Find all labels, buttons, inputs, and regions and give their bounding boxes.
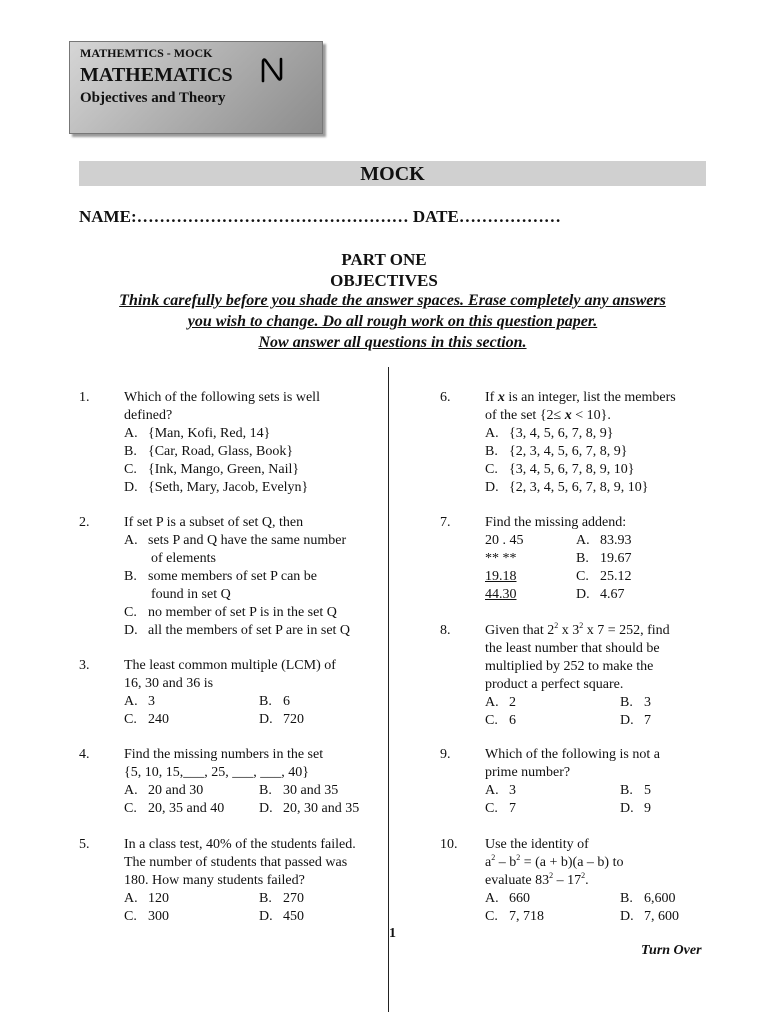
option-d: D. 7, 600	[620, 909, 679, 924]
column-divider	[388, 367, 389, 1012]
option-a: A. {Man, Kofi, Red, 14}	[124, 426, 271, 441]
option-b: B. {Car, Road, Glass, Book}	[124, 444, 294, 459]
option-a: A. 2	[485, 695, 516, 710]
question-5	[79, 836, 384, 931]
question-1	[79, 389, 379, 499]
option-d: D. 450	[259, 909, 304, 924]
working-line: 44.30	[485, 587, 517, 602]
question-text: In a class test, 40% of the students failed.	[124, 837, 356, 852]
question-text: Find the missing addend:	[485, 515, 627, 530]
option-c: C. 25.12	[576, 569, 632, 584]
question-9	[440, 746, 730, 821]
question-number: 4.	[79, 747, 90, 762]
question-number: 7.	[440, 515, 451, 530]
option-a: A. sets P and Q have the same number	[124, 533, 347, 548]
question-text: the least number that should be	[485, 641, 660, 656]
question-text: $a^2 - b^2 = (a + b)(a - b)$ to	[485, 853, 624, 870]
section-title: OBJECTIVES	[330, 271, 438, 290]
question-text: {5, 10, 15,___, 25, ___, ___, 40}	[124, 765, 309, 780]
question-number: 10.	[440, 837, 458, 852]
question-10	[440, 836, 730, 931]
question-text: multiplied by 252 to make the	[485, 659, 654, 674]
question-text: prime number?	[485, 765, 571, 780]
option-c: C. {3, 4, 5, 6, 7, 8, 9, 10}	[485, 462, 635, 477]
instruction-line: Now answer all questions in this section.	[258, 334, 527, 351]
option-b: B. 6,600	[620, 891, 676, 906]
question-text: evaluate $83^2 - 17^2$.	[485, 871, 589, 888]
question-text: Which of the following sets is well	[124, 390, 320, 405]
option-b: B. 3	[620, 695, 651, 710]
option-d: D. 9	[620, 801, 651, 816]
option-d: D. 720	[259, 712, 304, 727]
question-number: 3.	[79, 658, 90, 673]
mock-banner: MOCK	[79, 161, 706, 186]
option-b: B. 5	[620, 783, 651, 798]
part-title: PART ONE	[341, 250, 427, 269]
option-a: A. 83.93	[576, 533, 632, 548]
question-number: 6.	[440, 390, 451, 405]
option-a: A. 120	[124, 891, 169, 906]
header-subheading: MATHEMTICS - MOCK	[80, 46, 213, 60]
option-b: B. 6	[259, 694, 290, 709]
option-b: B. {2, 3, 4, 5, 6, 7, 8, 9}	[485, 444, 628, 459]
option-d: D. 20, 30 and 35	[259, 801, 360, 816]
working-line: 19.18	[485, 569, 517, 584]
question-number: 8.	[440, 623, 451, 638]
option-a: A. 20 and 30	[124, 783, 204, 798]
question-text: of the set {2≤ x < 10}.	[485, 408, 611, 423]
option-a: A. 660	[485, 891, 530, 906]
question-text: If x is an integer, list the members	[485, 390, 676, 405]
option-b: B. 30 and 35	[259, 783, 339, 798]
question-7	[440, 514, 730, 609]
stylized-n-logo-icon	[259, 56, 285, 84]
option-a-continued: of elements	[151, 551, 216, 566]
question-text: Use the identity of	[485, 837, 589, 852]
question-4	[79, 746, 379, 821]
option-d: D. {Seth, Mary, Jacob, Evelyn}	[124, 480, 309, 495]
option-a: A. 3	[124, 694, 155, 709]
option-c: C. 7, 718	[485, 909, 544, 924]
question-text: Find the missing numbers in the set	[124, 747, 324, 762]
turn-over-note: Turn Over	[641, 943, 702, 958]
question-text: defined?	[124, 408, 173, 423]
option-b: B. 19.67	[576, 551, 632, 566]
option-c: C. 6	[485, 713, 516, 728]
option-b: B. 270	[259, 891, 304, 906]
option-c: C. {Ink, Mango, Green, Nail}	[124, 462, 300, 477]
working-line: ** **	[485, 551, 517, 566]
page-number: 1	[389, 926, 396, 941]
working-line: 20 . 45	[485, 533, 524, 548]
option-b-continued: found in set Q	[151, 587, 231, 602]
option-c: C. no member of set P is in the set Q	[124, 605, 337, 620]
question-number: 9.	[440, 747, 451, 762]
option-c: C. 20, 35 and 40	[124, 801, 225, 816]
option-d: D. all the members of set P are in set Q	[124, 623, 351, 638]
question-text: Given that $2^2$ x $3^2$ x 7 = 252, find	[485, 621, 670, 638]
exam-header-box	[69, 41, 323, 134]
question-text: The least common multiple (LCM) of	[124, 658, 336, 673]
option-b: B. some members of set P can be	[124, 569, 317, 584]
question-6	[440, 389, 730, 499]
option-d: D. 7	[620, 713, 651, 728]
question-number: 5.	[79, 837, 90, 852]
question-text: 180. How many students failed?	[124, 873, 305, 888]
question-3	[79, 657, 379, 732]
question-text: The number of students that passed was	[124, 855, 348, 870]
name-date-line: NAME:………………………………………… DATE………………	[79, 207, 561, 226]
question-number: 2.	[79, 515, 90, 530]
instruction-line: you wish to change. Do all rough work on this question paper.	[187, 313, 598, 330]
option-c: C. 300	[124, 909, 169, 924]
question-2	[79, 514, 379, 644]
question-text: Which of the following is not a	[485, 747, 660, 762]
instruction-line: Think carefully before you shade the answer spaces. Erase completely any answers	[119, 292, 666, 309]
option-d: D. {2, 3, 4, 5, 6, 7, 8, 9, 10}	[485, 480, 649, 495]
question-text: If set P is a subset of set Q, then	[124, 515, 304, 530]
question-8	[440, 622, 730, 737]
option-d: D. 4.67	[576, 587, 625, 602]
question-text: 16, 30 and 36 is	[124, 676, 214, 691]
header-title: MATHEMATICS	[80, 64, 233, 86]
question-text: product a perfect square.	[485, 677, 624, 692]
option-c: C. 7	[485, 801, 516, 816]
header-subtitle: Objectives and Theory	[80, 90, 226, 106]
option-c: C. 240	[124, 712, 169, 727]
option-a: A. {3, 4, 5, 6, 7, 8, 9}	[485, 426, 614, 441]
option-a: A. 3	[485, 783, 516, 798]
question-number: 1.	[79, 390, 90, 405]
